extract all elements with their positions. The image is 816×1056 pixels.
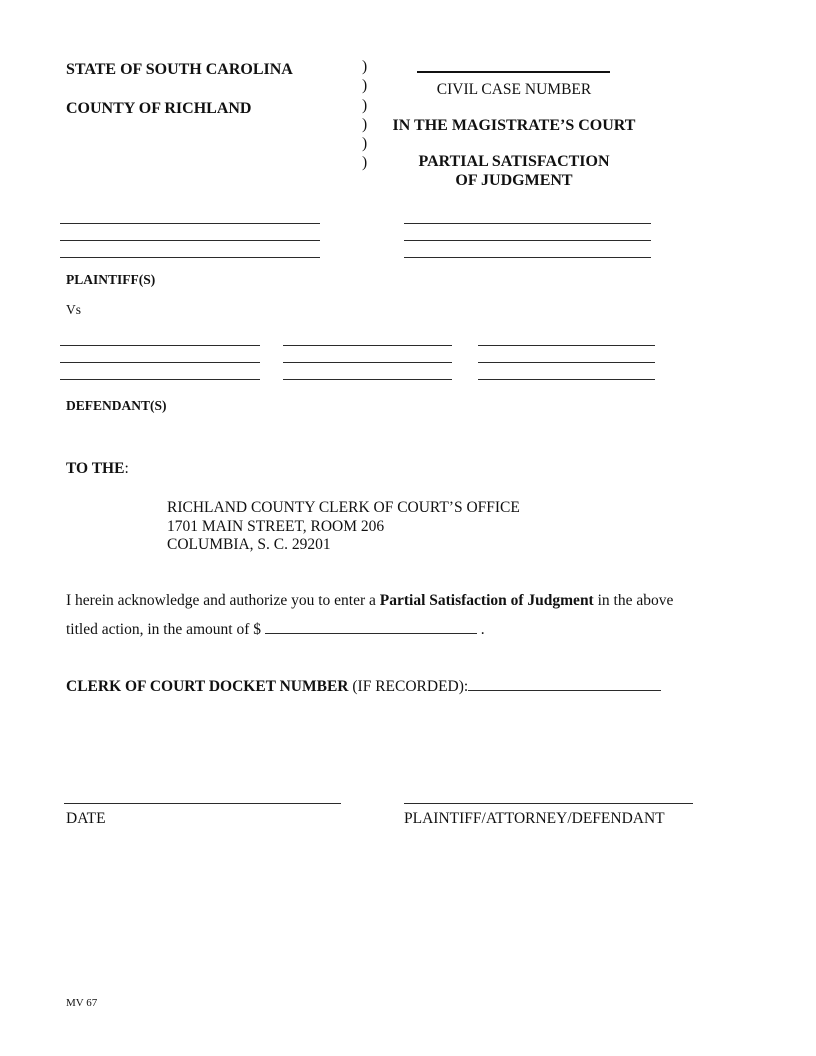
- docket-number-label: CLERK OF COURT DOCKET NUMBER: [66, 678, 349, 695]
- civil-case-number-blank-line: [417, 71, 610, 73]
- amount-blank-line: [265, 619, 477, 634]
- party-signature-label: PLAINTIFF/ATTORNEY/DEFENDANT: [404, 810, 665, 827]
- defendant-col1-line-2: [60, 362, 260, 363]
- clerk-address-block: [167, 499, 520, 555]
- defendant-col2-line-1: [283, 345, 452, 346]
- defendant-col3-line-1: [478, 345, 655, 346]
- state-heading: STATE OF SOUTH CAROLINA: [66, 61, 293, 78]
- party-signature-line: [404, 803, 693, 804]
- plaintiff-right-line-1: [404, 223, 651, 224]
- plaintiff-label: PLAINTIFF(S): [66, 272, 156, 287]
- to-the-colon: :: [124, 460, 129, 477]
- acknowledgment-line1: [66, 592, 673, 610]
- amount-period: .: [476, 621, 485, 638]
- plaintiff-right-line-3: [404, 257, 651, 258]
- defendant-col3-line-3: [478, 379, 655, 380]
- court-name-heading: IN THE MAGISTRATE’S COURT: [392, 117, 636, 134]
- form-title-line2: OF JUDGMENT: [455, 172, 573, 189]
- address-line-2: 1701 MAIN STREET, ROOM 206: [167, 517, 385, 535]
- caption-paren-column: [362, 57, 367, 173]
- acknowledgment-line2: [66, 619, 485, 639]
- address-line-1: RICHLAND COUNTY CLERK OF COURT’S OFFICE: [167, 499, 520, 516]
- docket-number-blank-line: [468, 676, 661, 691]
- vs-label: Vs: [66, 302, 82, 317]
- paren-glyph: ): [362, 135, 368, 153]
- paren-glyph: ): [362, 115, 368, 133]
- civil-case-number-label: CIVIL CASE NUMBER: [436, 81, 592, 98]
- county-heading: COUNTY OF RICHLAND: [66, 100, 252, 117]
- acknowledgment-text-before: I herein acknowledge and authorize you to enter a: [66, 592, 380, 609]
- to-the-label: TO THE: [66, 460, 125, 477]
- acknowledgment-text-after: in the above: [593, 592, 674, 609]
- plaintiff-right-line-2: [404, 240, 651, 241]
- date-label: DATE: [66, 810, 106, 827]
- recipient-heading: [66, 460, 129, 478]
- date-signature-line: [64, 803, 341, 804]
- defendant-col1-line-3: [60, 379, 260, 380]
- form-title-line1: PARTIAL SATISFACTION: [418, 153, 610, 170]
- amount-text: titled action, in the amount of $: [66, 621, 265, 638]
- defendant-label: DEFENDANT(S): [66, 398, 167, 413]
- defendant-col2-line-2: [283, 362, 452, 363]
- acknowledgment-text-bold: Partial Satisfaction of Judgment: [379, 592, 594, 609]
- plaintiff-left-line-3: [60, 257, 320, 258]
- defendant-col3-line-2: [478, 362, 655, 363]
- paren-glyph: ): [362, 96, 368, 114]
- plaintiff-left-line-1: [60, 223, 320, 224]
- address-line-3: COLUMBIA, S. C. 29201: [167, 536, 331, 554]
- defendant-col1-line-1: [60, 345, 260, 346]
- paren-glyph: ): [362, 58, 368, 75]
- plaintiff-left-line-2: [60, 240, 320, 241]
- paren-glyph: ): [362, 154, 368, 172]
- paren-glyph: ): [362, 77, 368, 95]
- form-number: MV 67: [66, 997, 98, 1009]
- docket-number-row: [66, 676, 661, 696]
- docket-if-recorded-label: (IF RECORDED):: [348, 678, 469, 695]
- defendant-col2-line-3: [283, 379, 452, 380]
